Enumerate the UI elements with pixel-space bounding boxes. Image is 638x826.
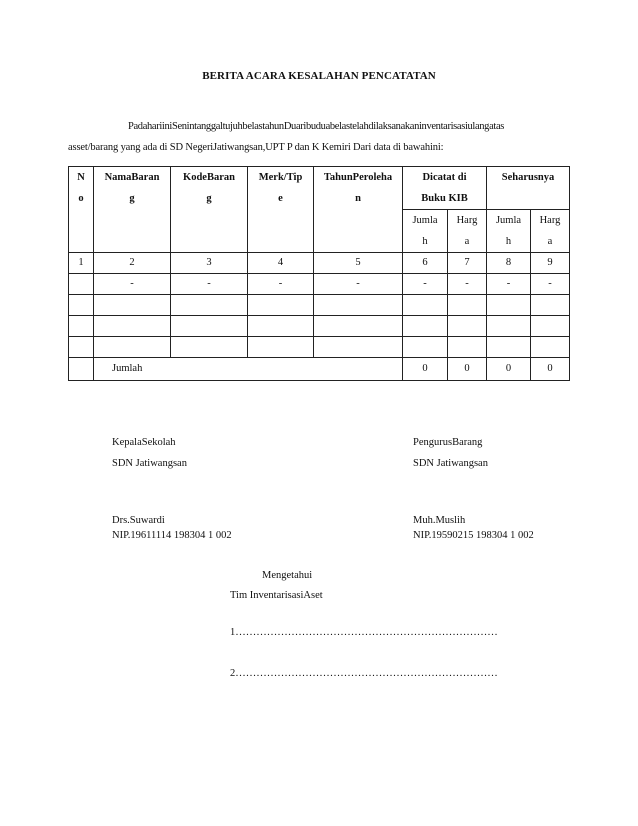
table-cell: - <box>94 274 171 295</box>
table-cell <box>248 316 314 337</box>
subheader-jumlah: Jumla h <box>487 210 531 253</box>
signatory-name: Drs.Suwardi <box>112 515 165 526</box>
table-row <box>69 295 570 316</box>
total-value: 0 <box>448 358 487 381</box>
subheader-jumlah: Jumla h <box>403 210 448 253</box>
table-cell: 2 <box>94 253 171 274</box>
table-cell <box>448 337 487 358</box>
table-row <box>69 274 570 295</box>
header-merk-tipe: Merk/Tip e <box>248 167 314 253</box>
table-total-row <box>69 358 570 381</box>
table-cell <box>403 295 448 316</box>
signatory-nip: NIP.19590215 198304 1 002 <box>413 530 534 541</box>
signature-left <box>112 432 187 474</box>
signature-role: KepalaSekolah <box>112 437 176 448</box>
intro-line-1: PadahariiniSenintanggaltujuhbelastahunDuaribuduabelastelahdilaksanakaninventarisasiulangatas <box>128 121 505 132</box>
table-cell <box>531 337 570 358</box>
header-dicatat-buku-kib: Dicatat di Buku KIB <box>403 167 487 210</box>
table-cell <box>314 316 403 337</box>
acknowledge-label: Mengetahui <box>262 570 313 581</box>
signatory-nip: NIP.19611114 198304 1 002 <box>112 530 232 541</box>
signatory-name: Muh.Muslih <box>413 515 466 526</box>
subheader-harga: Harg a <box>448 210 487 253</box>
table-cell: 8 <box>487 253 531 274</box>
table-cell <box>248 295 314 316</box>
signature-org: SDN Jatiwangsan <box>112 458 187 469</box>
table-cell <box>69 274 94 295</box>
table-cell: 1 <box>69 253 94 274</box>
total-value: 0 <box>403 358 448 381</box>
table-cell <box>403 316 448 337</box>
table-cell <box>403 337 448 358</box>
column-number-row <box>69 253 570 274</box>
table-cell: - <box>314 274 403 295</box>
signatory-right <box>413 513 534 543</box>
header-seharusnya: Seharusnya <box>487 167 570 210</box>
table-cell <box>171 337 248 358</box>
table-header-row <box>69 167 570 210</box>
signature-line-2: 2………………………………………………………………… <box>230 668 498 679</box>
table-cell <box>69 337 94 358</box>
table-cell <box>171 295 248 316</box>
signature-role: PengurusBarang <box>413 437 483 448</box>
table-row <box>69 337 570 358</box>
table-cell <box>448 316 487 337</box>
signatory-left <box>112 513 232 543</box>
signature-right <box>413 432 488 474</box>
inventory-table <box>68 166 570 381</box>
table-cell: 4 <box>248 253 314 274</box>
table-cell <box>69 295 94 316</box>
table-cell <box>69 358 94 381</box>
header-tahun-perolehan: TahunPeroleha n <box>314 167 403 253</box>
table-cell <box>314 295 403 316</box>
table-cell: - <box>531 274 570 295</box>
document-title: BERITA ACARA KESALAHAN PENCATATAN <box>202 70 436 82</box>
intro-paragraph <box>68 116 568 158</box>
intro-line-2: asset/barang yang ada di SD NegeriJatiwangsan,UPT P dan K Kemiri Dari data di bawahini: <box>68 142 444 153</box>
table-cell: 7 <box>448 253 487 274</box>
acknowledge-team: Tim InventarisasiAset <box>230 590 323 601</box>
table-cell <box>487 337 531 358</box>
total-value: 0 <box>531 358 570 381</box>
total-label: Jumlah <box>94 358 403 381</box>
table-cell <box>531 295 570 316</box>
table-cell <box>94 316 171 337</box>
table-cell <box>171 316 248 337</box>
table-row <box>69 316 570 337</box>
header-no: N o <box>69 167 94 253</box>
table-cell <box>94 295 171 316</box>
table-cell: - <box>403 274 448 295</box>
table-cell: - <box>448 274 487 295</box>
table-cell <box>314 337 403 358</box>
table-cell <box>487 316 531 337</box>
subheader-harga: Harg a <box>531 210 570 253</box>
table-cell: 6 <box>403 253 448 274</box>
table-cell <box>531 316 570 337</box>
table-cell <box>69 316 94 337</box>
table-cell <box>448 295 487 316</box>
header-kode-barang: KodeBaran g <box>171 167 248 253</box>
signature-line-1: 1………………………………………………………………… <box>230 627 498 638</box>
table-cell: - <box>171 274 248 295</box>
table-cell <box>94 337 171 358</box>
table-cell <box>487 295 531 316</box>
total-value: 0 <box>487 358 531 381</box>
table-cell <box>248 337 314 358</box>
table-cell: 3 <box>171 253 248 274</box>
table-cell: 5 <box>314 253 403 274</box>
table-cell: 9 <box>531 253 570 274</box>
header-nama-barang: NamaBaran g <box>94 167 171 253</box>
signature-org: SDN Jatiwangsan <box>413 458 488 469</box>
table-cell: - <box>248 274 314 295</box>
table-cell: - <box>487 274 531 295</box>
